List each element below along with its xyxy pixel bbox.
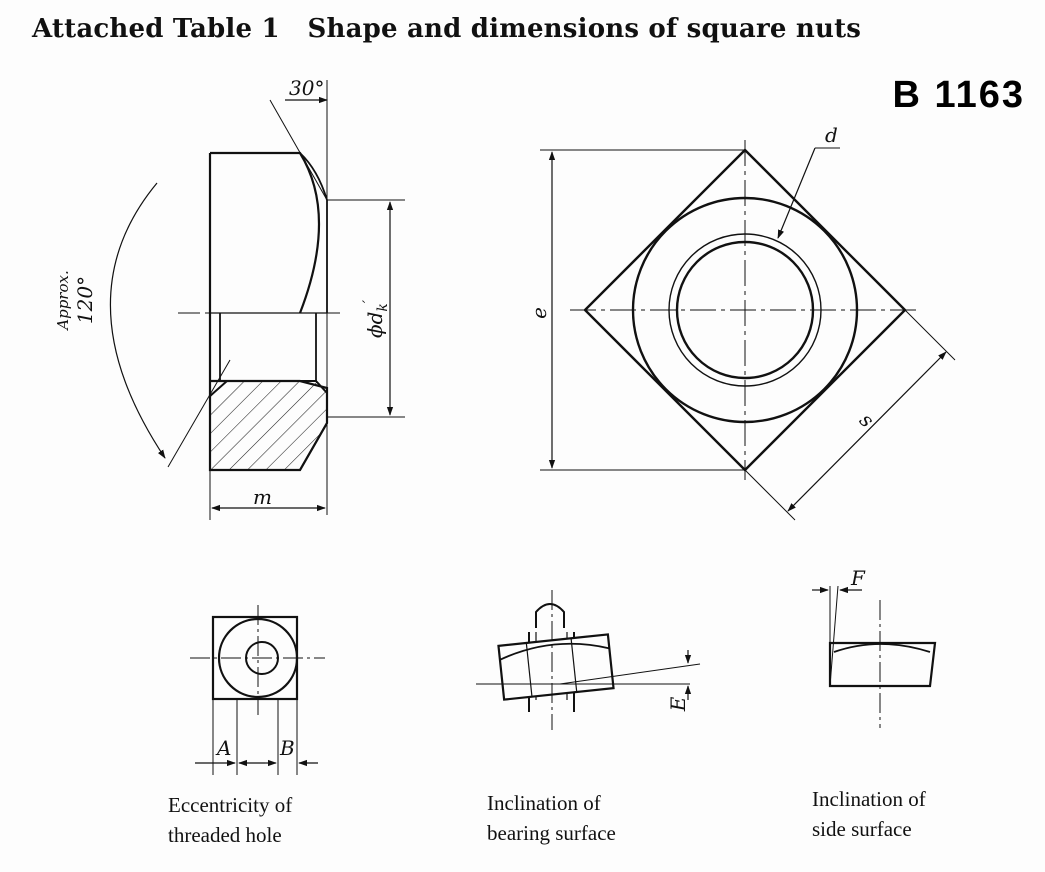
- caption-bearing-line2: bearing surface: [487, 821, 616, 845]
- dimension-dk-sub: k: [375, 303, 391, 312]
- caption-eccentricity-line2: threaded hole: [168, 823, 282, 847]
- dimension-dk-prime: ′: [361, 299, 377, 304]
- angle-120-prefix: Approx.: [54, 270, 72, 330]
- angle-120-label: 120°: [73, 275, 97, 325]
- svg-text:ϕdk′: [361, 299, 391, 338]
- standard-number: B 1163: [892, 74, 1025, 116]
- angle-120-label-group: [54, 270, 97, 331]
- bearing-label-e: E: [666, 696, 690, 712]
- dimension-d-label: d: [825, 123, 838, 147]
- dimension-m-label: m: [253, 485, 272, 509]
- bearing-label-e-group: [666, 696, 690, 712]
- caption-eccentricity: [168, 790, 292, 850]
- caption-side-surface: [812, 784, 926, 844]
- caption-bearing-line1: Inclination of: [487, 791, 601, 815]
- s-ext-bottom: [745, 470, 795, 520]
- side-surface-inclined-ref: [830, 586, 838, 686]
- ecc-label-b: B: [280, 736, 295, 760]
- angle-30-label: 30°: [289, 76, 325, 100]
- hatched-section: [210, 381, 327, 470]
- dimension-s-label-group: [855, 408, 879, 432]
- caption-side-surface-line1: Inclination of: [812, 787, 926, 811]
- dimension-e-label: e: [527, 307, 551, 319]
- dimension-s: [788, 352, 946, 511]
- eccentricity-view: [190, 605, 325, 775]
- angle-120-arc: [110, 183, 165, 458]
- d-leader: [778, 148, 815, 238]
- top-view: [540, 140, 955, 520]
- dimension-e-label-group: [527, 307, 551, 319]
- side-surface-label-f: F: [851, 566, 865, 590]
- s-ext-top: [905, 310, 955, 360]
- angle-30-line: [270, 100, 327, 200]
- dimension-s-label: s: [854, 407, 880, 433]
- caption-bearing: [487, 788, 616, 848]
- ecc-label-a: A: [217, 736, 232, 760]
- caption-side-surface-line2: side surface: [812, 817, 912, 841]
- side-surface-chamfer: [834, 644, 930, 652]
- bolt-head: [536, 604, 564, 632]
- figure-title: Attached Table 1 Shape and dimensions of square nuts: [32, 14, 862, 44]
- dimension-dk-label: ϕd: [363, 311, 387, 338]
- side-surface-view: [812, 586, 935, 728]
- caption-eccentricity-line1: Eccentricity of: [168, 793, 293, 817]
- dimension-dk-label-group: [361, 299, 391, 338]
